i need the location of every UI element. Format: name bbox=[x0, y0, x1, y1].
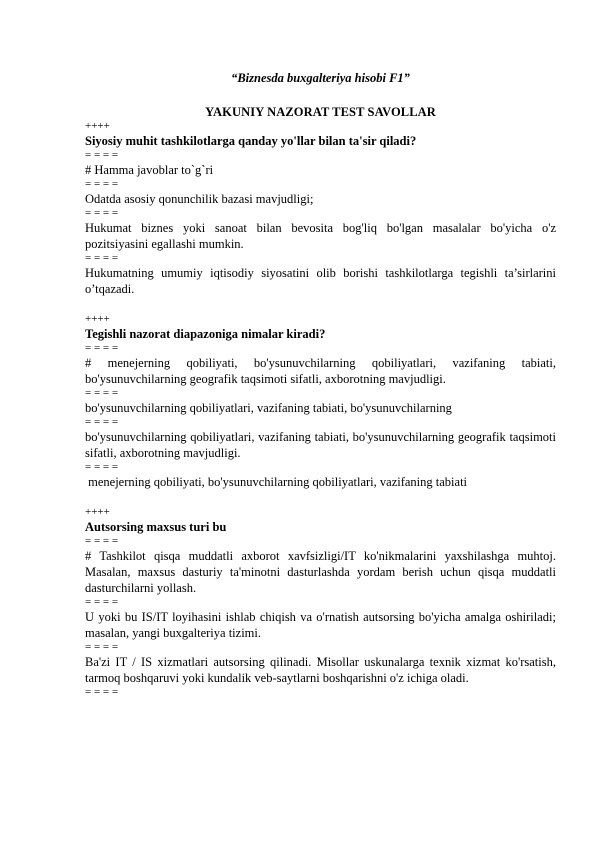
document-title: “Biznesda buxgalteriya hisobi F1” bbox=[231, 71, 410, 85]
question-block-3 bbox=[85, 506, 556, 699]
question-block-2 bbox=[85, 313, 556, 490]
separator: = = = = bbox=[85, 686, 119, 698]
separator: = = = = bbox=[85, 178, 119, 190]
question-block-1 bbox=[85, 120, 556, 297]
question-text: Autsorsing maxsus turi bu bbox=[85, 520, 227, 534]
answer-option: menejerning qobiliyati, bo'ysunuvchilarning qobiliyatlari, vazifaning tabiati bbox=[85, 475, 468, 489]
answer-option: Odatda asosiy qonunchilik bazasi mavjudligi; bbox=[85, 192, 314, 206]
separator: = = = = bbox=[85, 461, 119, 473]
question-marker: ++++ bbox=[85, 313, 110, 325]
answer-option: U yoki bu IS/IT loyihasini ishlab chiqish va o'rnatish autsorsing bo'yicha amalga oshiriladi; masalan, yangi buxgalteriya tizimi. bbox=[85, 610, 556, 640]
question-marker: ++++ bbox=[85, 506, 110, 518]
question-text: Tegishli nazorat diapazoniga nimalar kiradi? bbox=[85, 327, 326, 341]
answer-option-correct: # Tashkilot qisqa muddatli axborot xavfsizligi/IT ko'nikmalarini yaxshilashga muhtoj. Masalan, maxsus dasturiy ta'minotni dasturlashda yordam berish uchun qisqa muddatli dasturchilarni yollash. bbox=[85, 549, 556, 595]
document-subtitle: YAKUNIY NAZORAT TEST SAVOLLAR bbox=[205, 105, 436, 119]
separator: = = = = bbox=[85, 342, 119, 354]
spacer bbox=[85, 297, 556, 313]
spacer bbox=[85, 490, 556, 506]
separator: = = = = bbox=[85, 641, 119, 653]
separator: = = = = bbox=[85, 207, 119, 219]
question-marker: ++++ bbox=[85, 120, 110, 132]
question-text: Siyosiy muhit tashkilotlarga qanday yo'llar bilan ta'sir qiladi? bbox=[85, 134, 417, 148]
separator: = = = = bbox=[85, 596, 119, 608]
answer-option: Hukumat biznes yoki sanoat bilan bevosita bog'liq bo'lgan masalalar bo'yicha o'z pozitsiyasini egallashi mumkin. bbox=[85, 221, 556, 251]
answer-option-correct: # menejerning qobiliyati, bo'ysunuvchilarning qobiliyatlari, vazifaning tabiati, bo'ysunuvchilarning geografik taqsimoti sifatli, axborotning mavjudligi. bbox=[85, 356, 556, 386]
answer-option: Hukumatning umumiy iqtisodiy siyosatini olib borishi tashkilotlarga tegishli ta’sirlarini o’tqazadi. bbox=[85, 266, 556, 296]
separator: = = = = bbox=[85, 252, 119, 264]
answer-option: bo'ysunuvchilarning qobiliyatlari, vazifaning tabiati, bo'ysunuvchilarning bbox=[85, 401, 452, 415]
answer-option: bo'ysunuvchilarning qobiliyatlari, vazifaning tabiati, bo'ysunuvchilarning geografik taqsimoti sifatli, axborotning mavjudligi. bbox=[85, 430, 556, 460]
separator: = = = = bbox=[85, 535, 119, 547]
answer-option: Ba'zi IT / IS xizmatlari autsorsing qilinadi. Misollar uskunalarga texnik xizmat ko'rsatish, tarmoq boshqaruvi yoki kundalik veb-saytlarni boshqarishni o'z ichiga oladi. bbox=[85, 655, 556, 685]
separator: = = = = bbox=[85, 149, 119, 161]
separator: = = = = bbox=[85, 416, 119, 428]
separator: = = = = bbox=[85, 387, 119, 399]
answer-option-correct: # Hamma javoblar to`g`ri bbox=[85, 163, 214, 177]
